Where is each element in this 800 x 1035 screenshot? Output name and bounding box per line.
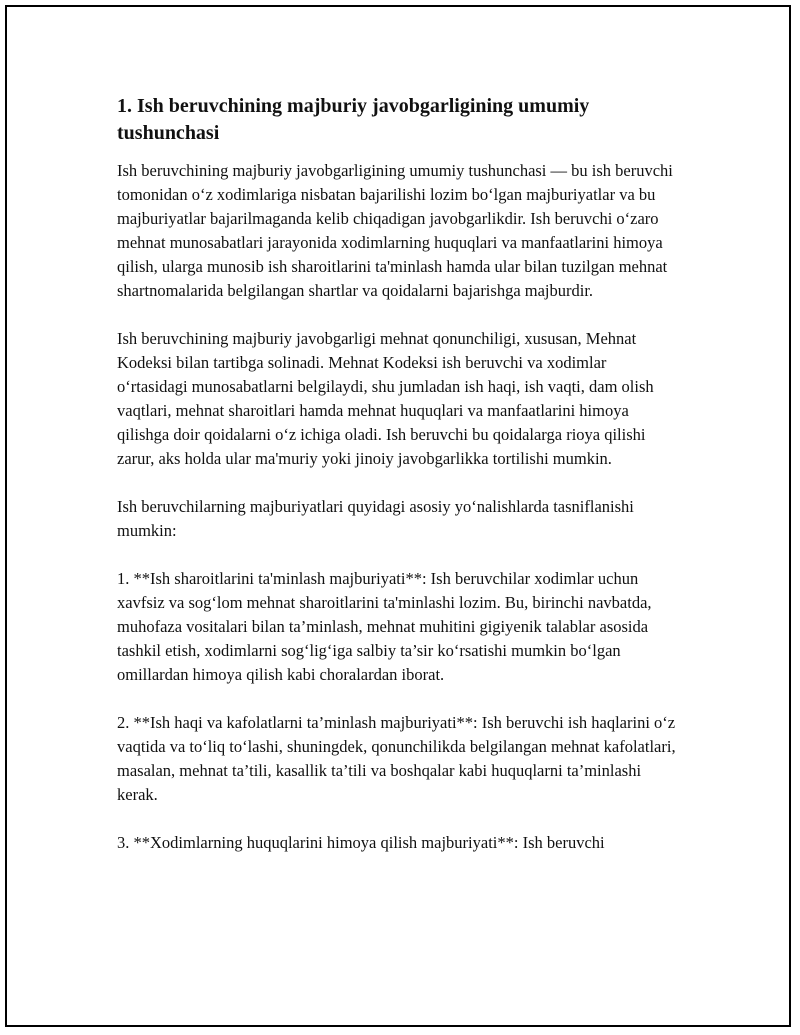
document-body — [117, 93, 677, 879]
list-item-employee-rights: 3. **Xodimlarning huquqlarini himoya qilish majburiyati**: Ish beruvchi — [117, 833, 605, 852]
list-item-wages-guarantees: 2. **Ish haqi va kafolatlarni ta’minlash majburiyati**: Ish beruvchi ish haqlarini o‘z vaqtida va to‘liq to‘lashi, shuningdek, qonunchilikda belgilangan mehnat kafolatlari, masalan, mehnat ta’tili, kasallik ta’tili va boshqalar kabi huquqlarni ta’minlashi kerak. — [117, 713, 676, 804]
paragraph-labor-code: Ish beruvchining majburiy javobgarligi mehnat qonunchiligi, xususan, Mehnat Kodeksi bilan tartibga solinadi. Mehnat Kodeksi ish beruvchi va xodimlar o‘rtasidagi munosabatlarni belgilaydi, shu jumladan ish haqi, ish vaqti, dam olish vaqtlari, mehnat sharoitlari hamda mehnat huquqlari va manfaatlarini himoya qilishga doir qoidalarni o‘z ichiga oladi. Ish beruvchi bu qoidalarga rioya qilishi zarur, aks holda ular ma'muriy yoki jinoiy javobgarlikka tortilishi mumkin. — [117, 329, 654, 468]
paragraph-obligations-intro: Ish beruvchilarning majburiyatlari quyidagi asosiy yo‘nalishlarda tasniflanishi mumkin: — [117, 497, 634, 540]
paragraph-definition: Ish beruvchining majburiy javobgarligining umumiy tushunchasi — bu ish beruvchi tomonidan o‘z xodimlariga nisbatan bajarilishi lozim bo‘lgan majburiyatlar va bu majburiyatlar bajarilmaganda kelib chiqadigan javobgarlikdir. Ish beruvchi o‘zaro mehnat munosabatlari jarayonida xodimlarning huquqlari va manfaatlarini himoya qilish, ularga munosib ish sharoitlarini ta'minlash hamda ular bilan tuzilgan mehnat shartnomalarida belgilangan shartlar va qoidalarni bajarishga majburdir. — [117, 161, 673, 300]
list-item-working-conditions: 1. **Ish sharoitlarini ta'minlash majburiyati**: Ish beruvchilar xodimlar uchun xavfsiz va sog‘lom mehnat sharoitlarini ta'minlashi lozim. Bu, birinchi navbatda, muhofaza vositalari bilan ta’minlash, mehnat muhitini gigiyenik talablar asosida tashkil etish, xodimlarni sog‘lig‘iga salbiy ta’sir ko‘rsatishi mumkin bo‘lgan omillardan himoya qilish kabi choralardan iborat. — [117, 569, 652, 684]
section-title: 1. Ish beruvchining majburiy javobgarligining umumiy tushunchasi — [117, 95, 590, 144]
